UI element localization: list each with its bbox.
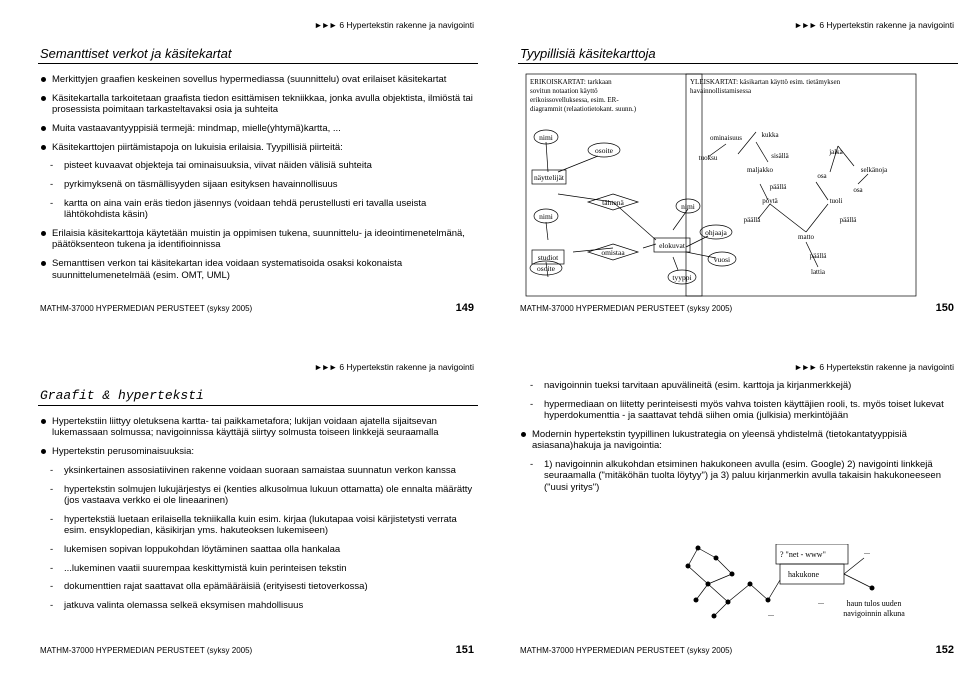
dash-item: - dokumenttien rajat saattavat olla epämääräisiä (erityisesti tietoverkossa) <box>40 581 474 592</box>
fig-dots: ... <box>768 609 774 618</box>
slide-title: Graafit & hyperteksti <box>40 388 204 403</box>
er-box-line: erikoissovelluksessa, esim. ER- <box>530 96 619 104</box>
header-text: 6 Hypertekstin rakenne ja navigointi <box>819 20 954 30</box>
slide-footer: MATHM-37000 HYPERMEDIAN PERUSTEET (syksy 2005) <box>520 646 733 655</box>
map-label: päällä <box>769 183 787 191</box>
slide-title: Semanttiset verkot ja käsitekartat <box>40 46 232 61</box>
er-label: tähtenä <box>602 198 624 207</box>
slide-header <box>794 20 954 30</box>
page-number: 151 <box>455 644 474 656</box>
map-label: kukka <box>761 131 779 139</box>
header-arrows: ►►► <box>314 20 337 30</box>
bullet-item: Semanttisen verkon tai käsitekartan idea voidaan systematisoida osaksi kokonaista suunnittelumenetelmää (esim. OMT, UML) <box>40 258 474 281</box>
slide-152 <box>518 360 958 676</box>
header-arrows: ►►► <box>794 362 817 372</box>
slide-footer: MATHM-37000 HYPERMEDIAN PERUSTEET (syksy 2005) <box>520 304 733 313</box>
dash-item: - navigoinnin tueksi tarvitaan apuvälineitä (esim. karttoja ja kirjanmerkkejä) <box>520 380 954 391</box>
fig-dots: ... <box>864 547 870 556</box>
bullet-item: Käsitekartalla tarkoitetaan graafista tiedon esittämisen tekniikkaa, jonka avulla objektista, ilmiöstä tai prosessista poimitaan tarkasteltavaksi osia ja suhteita <box>40 93 474 116</box>
er-label: ohjaaja <box>705 228 727 237</box>
fig-result: haun tulos uuden <box>846 599 902 608</box>
map-label: lattia <box>811 268 825 276</box>
title-rule <box>38 405 478 406</box>
map-label: päällä <box>839 216 857 224</box>
dash-item: - ...lukeminen vaatii suurempaa keskittymistä kuin perinteisen tekstin <box>40 563 474 574</box>
slide-header <box>314 362 474 372</box>
slide-header <box>794 362 954 372</box>
map-label: ominaisuus <box>710 134 742 142</box>
map-label: päällä <box>809 252 827 260</box>
map-label: tuoli <box>829 197 843 205</box>
er-label: nimi <box>681 202 695 211</box>
slide-title: Tyypillisiä käsitekarttoja <box>520 46 656 61</box>
er-label: nimi <box>539 133 553 142</box>
er-label: osoite <box>595 146 613 155</box>
er-label: nimi <box>539 212 553 221</box>
dash-item: - hypertekstin solmujen lukujärjestys ei (kenties alkusolmua lukuun ottamatta) ole ennalta määrätty (jos vastaava verkko ei ole lineaarinen) <box>40 484 474 507</box>
map-label: osa <box>817 172 827 180</box>
bullet-item: Käsitekarttojen piirtämistapoja on lukuisia erilaisia. Tyypillisiä piirteitä: <box>40 142 474 153</box>
gen-box-line: YLEISKARTAT: käsikartan käyttö esim. tietämyksen <box>690 78 841 86</box>
fig-result: navigoinnin alkuna <box>843 609 905 618</box>
page-number: 150 <box>935 302 954 314</box>
dash-item: - 1) navigoinnin alkukohdan etsiminen hakukoneen avulla (esim. Google) 2) navigointi linkkejä seuraamalla ("mitäköhän tuolta löytyy") ja 3) paluu kirjanmerkin avulla takaisin hakukoneeseen ("uusi yritys") <box>520 459 954 493</box>
slide-150 <box>518 18 958 334</box>
er-box-line: ERIKOISKARTAT: tarkkaan <box>530 78 612 86</box>
slide-body <box>520 380 954 500</box>
slide-footer: MATHM-37000 HYPERMEDIAN PERUSTEET (syksy 2005) <box>40 646 253 655</box>
map-label: tuoksu <box>698 154 718 162</box>
dash-item: - hypermediaan on liitetty perinteisesti myös vahva toisten käyttäjien rooli, ts. myös toiset lukevat hyperdokumenttia - ja saattavat tehdä siihen omia (julkisia) merkintöjään <box>520 399 954 422</box>
bullet-item: Merkittyjen graafien keskeinen sovellus hypermediassa (suunnittelu) ovat erilaiset käsitekartat <box>40 74 474 85</box>
map-label: sisällä <box>771 152 789 160</box>
bullet-item: Modernin hypertekstin tyypillinen lukustrategia on yleensä yhdistelmä (tietokantatyyppisiä asiasana)hakuja ja navigointia: <box>520 429 954 452</box>
er-label: vuosi <box>713 255 731 264</box>
bullet-item: Hypertekstiin liittyy oletuksena kartta- tai paikkametafora; lukijan voidaan ajatella sijaitsevan lukemassaan solmussa; navigoinnissa käyttäjä siirtyy solmusta toiseen linkkejä seuraamalla <box>40 416 474 439</box>
er-box-line: sovitun notaation käyttö <box>530 87 598 95</box>
concept-map-diagram <box>518 72 958 298</box>
fig-query: ? "net - www" <box>780 550 826 559</box>
slide-header <box>314 20 474 30</box>
er-label: näyttelijät <box>534 173 564 182</box>
bullet-item: Erilaisia käsitekarttoja käytetään muistin ja oppimisen tukena, suunnittelu- ja ideointimenetelmänä, päätöksenteon tukena ja identifioinnissa <box>40 228 474 251</box>
dash-item: - pisteet kuvaavat objekteja tai ominaisuuksia, viivat näiden välisiä suhteita <box>40 160 474 171</box>
map-label: päällä <box>743 216 761 224</box>
page-number: 152 <box>935 644 954 656</box>
er-label: studiot <box>537 253 559 262</box>
slide-151 <box>38 360 478 676</box>
map-label: osa <box>853 186 863 194</box>
bullet-item: Hypertekstin perusominaisuuksia: <box>40 446 474 457</box>
dash-item: - jatkuva valinta olemassa selkeä eksymisen mahdollisuus <box>40 600 474 611</box>
map-label: maljakko <box>746 166 774 174</box>
dash-item: - lukemisen sopivan loppukohdan löytäminen saattaa olla hankalaa <box>40 544 474 555</box>
navigation-figure <box>668 544 908 640</box>
fig-engine: hakukone <box>788 570 820 579</box>
slide-body <box>40 416 474 619</box>
page-number: 149 <box>455 302 474 314</box>
map-label: matto <box>798 233 814 241</box>
map-label: selkänoja <box>860 166 888 174</box>
header-text: 6 Hypertekstin rakenne ja navigointi <box>339 362 474 372</box>
slide-body <box>40 74 474 288</box>
bullet-item: Muita vastaavantyyppisiä termejä: mindmap, mielle(yhtymä)kartta, ... <box>40 123 474 134</box>
fig-dots: ... <box>818 597 824 606</box>
er-box-line: diagrammit (relaatiotietokant. suunn.) <box>530 105 637 113</box>
er-label: elokuvat <box>659 241 685 250</box>
header-arrows: ►►► <box>314 362 337 372</box>
header-text: 6 Hypertekstin rakenne ja navigointi <box>819 362 954 372</box>
title-rule <box>518 63 958 64</box>
title-rule <box>38 63 478 64</box>
map-label: pöytä <box>762 197 778 205</box>
header-text: 6 Hypertekstin rakenne ja navigointi <box>339 20 474 30</box>
slide-149 <box>38 18 478 334</box>
dash-item: - hypertekstiä luetaan erilaisella tekniikalla kuin esim. kirjaa (lukutapaa voisi kärjistetysti verrata esim. ensyklopedian, käsikirjan yms. hakuteoksen lukemiseen) <box>40 514 474 537</box>
er-label: omistaa <box>601 248 625 257</box>
er-label: tyyppi <box>672 273 692 282</box>
gen-box-line: havainnollistamisessa <box>690 87 752 95</box>
header-arrows: ►►► <box>794 20 817 30</box>
dash-item: - pyrkimyksenä on täsmällisyyden sijaan esityksen havainnollisuus <box>40 179 474 190</box>
slide-footer: MATHM-37000 HYPERMEDIAN PERUSTEET (syksy 2005) <box>40 304 253 313</box>
dash-item: - kartta on aina vain eräs tiedon jäsennys (voidaan tehdä perustellusti eri tavalla useista lähtökohdista käsin) <box>40 198 474 221</box>
dash-item: - yksinkertainen assosiatiivinen rakenne voidaan suoraan samaistaa suunnatun verkon kanssa <box>40 465 474 476</box>
er-label: osoite <box>537 264 555 273</box>
map-label: jalka <box>829 148 843 156</box>
